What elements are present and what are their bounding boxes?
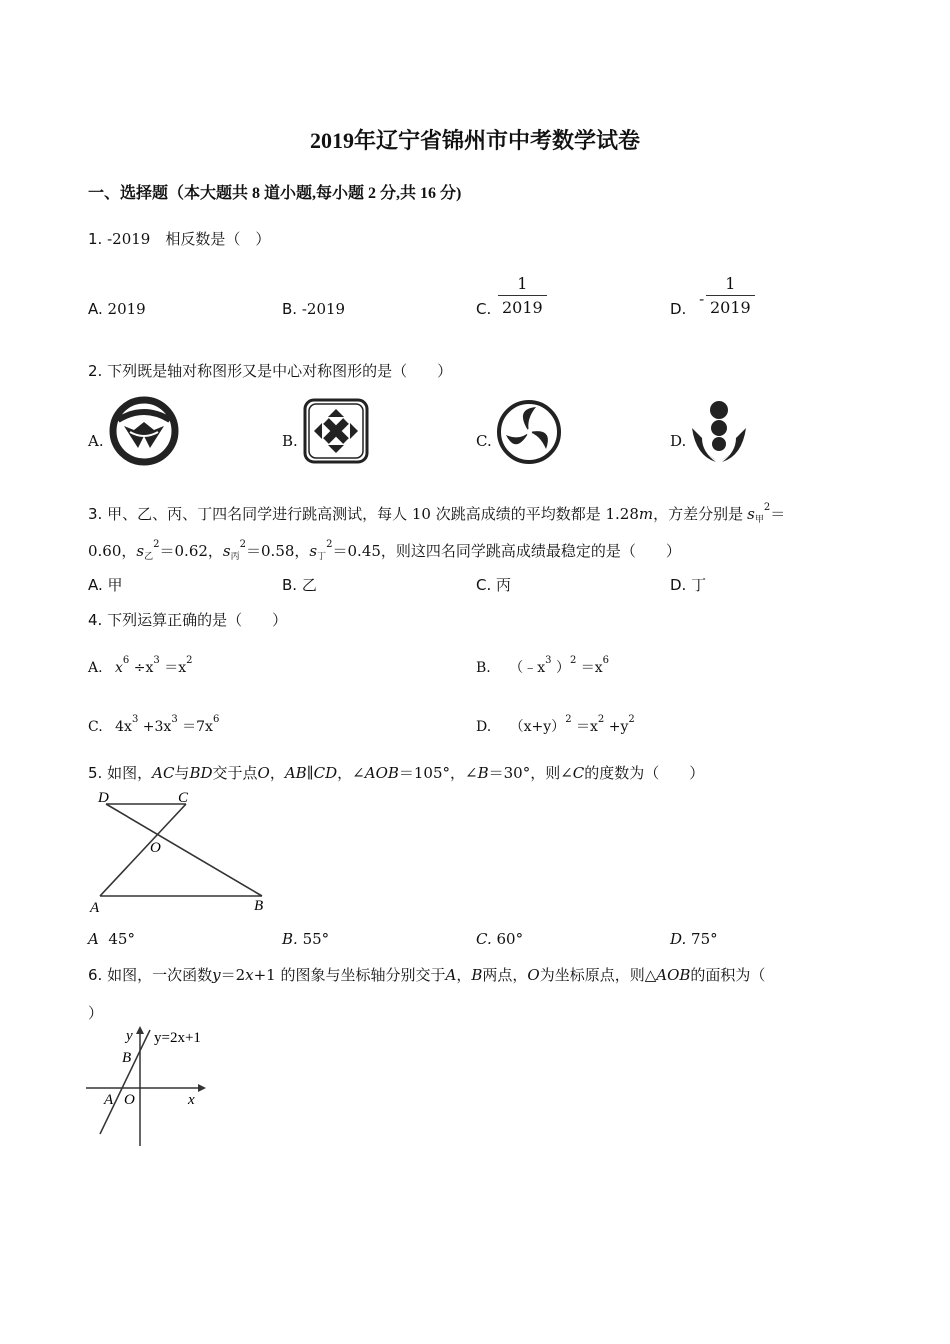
text: ） <box>88 1004 104 1022</box>
option-value: 2019 <box>107 300 146 318</box>
q1-option-c-fraction <box>498 274 547 317</box>
text: 交于点 <box>212 764 258 782</box>
option-label: D. <box>670 432 687 450</box>
q3-option-d[interactable] <box>670 574 706 595</box>
exponent: 2 <box>628 714 635 725</box>
text: 如图， <box>107 764 153 782</box>
math: B <box>471 966 483 984</box>
option-label: B. <box>282 432 298 450</box>
text: 的面积为（ <box>690 966 766 984</box>
exponent: 6 <box>602 655 610 666</box>
exponent: 2 <box>597 714 605 725</box>
numerator: 1 <box>725 274 736 293</box>
term: （x+y） <box>509 719 566 735</box>
superscript: 2 <box>326 539 333 550</box>
text: ∥ <box>306 764 314 782</box>
q3-option-b[interactable] <box>282 574 317 595</box>
option-value: 45° <box>108 930 135 948</box>
question-6 <box>88 964 765 985</box>
option-label: B. <box>282 576 298 594</box>
q3-option-c[interactable] <box>476 574 511 595</box>
value: ＝0.58， <box>246 542 310 560</box>
option-label: A. <box>88 432 104 450</box>
text: 的度数为（ ） <box>584 764 705 782</box>
text: 为坐标原点，则△ <box>539 966 657 984</box>
axis-y-label: y <box>126 1028 133 1044</box>
value: ＝0.62， <box>159 542 223 560</box>
question-number: 3. <box>88 505 103 523</box>
q2-option-d[interactable] <box>670 432 686 450</box>
option-value: 60° <box>496 930 524 948</box>
text: ＝105°，∠ <box>398 764 478 782</box>
math: AOB <box>364 764 399 782</box>
q2-option-c[interactable] <box>476 432 492 450</box>
label-d: D <box>98 790 109 806</box>
q6-figure <box>84 1024 214 1150</box>
label-o: O <box>124 1092 135 1108</box>
subscript: 乙 <box>144 552 154 562</box>
superscript: 2 <box>239 539 247 550</box>
option-label: D. <box>476 719 492 735</box>
label-b: B <box>254 898 264 914</box>
question-text: ，方差分别是 <box>653 505 744 523</box>
q2-option-b[interactable] <box>282 432 298 450</box>
option-value: 丁 <box>691 576 707 594</box>
label-a: A <box>90 900 100 916</box>
variance-symbol: s <box>222 542 231 560</box>
question-text: -2019 相反数是（ ） <box>107 230 271 248</box>
logo-b-icon <box>302 397 370 465</box>
label-o: O <box>150 840 161 856</box>
option-label: A <box>88 930 99 948</box>
exponent: 2 <box>565 714 572 725</box>
text: 两点， <box>482 966 528 984</box>
label-a: A <box>104 1092 114 1108</box>
option-label: C. <box>88 719 103 735</box>
axis-x-label: x <box>188 1092 195 1108</box>
math: O <box>527 966 540 984</box>
math: AB <box>284 764 307 782</box>
math: y <box>212 966 221 984</box>
term: x <box>115 660 123 676</box>
denominator: 2019 <box>710 298 751 317</box>
q5-option-d[interactable] <box>670 930 718 948</box>
exponent: 3 <box>545 655 552 666</box>
logo-d-icon <box>686 398 752 468</box>
question-number: 1. <box>88 230 103 248</box>
question-number: 4. <box>88 611 103 629</box>
term: ＝x <box>576 719 598 735</box>
option-label: C. <box>476 576 492 594</box>
question-4 <box>88 609 287 630</box>
term: 4x <box>115 719 132 735</box>
option-label: B. <box>282 300 298 318</box>
q1-option-c[interactable] <box>476 300 491 318</box>
question-text: 下列运算正确的是（ ） <box>107 611 288 629</box>
option-value: 75° <box>691 930 718 948</box>
math: B <box>477 764 489 782</box>
q4-option-a[interactable] <box>88 657 193 677</box>
subscript: 丙 <box>230 552 240 562</box>
text: ， <box>269 764 285 782</box>
question-text: 甲、乙、丙、丁四名同学进行跳高测试，每人 10 次跳高成绩的平均数都是 1.28 <box>107 505 639 523</box>
subscript: 甲 <box>754 515 764 525</box>
numerator: 1 <box>517 274 528 293</box>
option-label: C. <box>476 930 492 948</box>
option-value: 甲 <box>107 576 123 594</box>
option-label: B. <box>282 930 298 948</box>
term: ＝7x <box>182 719 213 735</box>
q1-option-a[interactable] <box>88 300 146 318</box>
text: 与 <box>174 764 190 782</box>
question-text: 下列既是轴对称图形又是中心对称图形的是（ ） <box>107 362 453 380</box>
text: ＝2 <box>220 966 246 984</box>
exponent: 2 <box>569 655 577 666</box>
q4-option-b[interactable] <box>476 657 609 677</box>
exponent: 6 <box>122 655 130 666</box>
exponent: 6 <box>212 714 220 725</box>
q4-option-c[interactable] <box>88 716 219 736</box>
exponent: 3 <box>131 714 139 725</box>
question-number: 6. <box>88 966 103 984</box>
text: ，∠ <box>337 764 365 782</box>
q3-option-a[interactable] <box>88 574 123 595</box>
q2-option-a[interactable] <box>88 432 104 450</box>
question-3-line-2 <box>88 540 681 561</box>
value: 0.60 <box>88 542 122 560</box>
math: x <box>245 966 254 984</box>
unit: m <box>638 505 654 523</box>
question-5 <box>88 762 704 783</box>
option-label: D. <box>670 576 687 594</box>
logo-c-icon <box>496 399 562 465</box>
label-c: C <box>178 790 189 806</box>
text: ＝30°，则∠ <box>488 764 573 782</box>
denominator: 2019 <box>502 298 543 317</box>
q5-option-b[interactable] <box>282 930 329 948</box>
label-b: B <box>122 1050 132 1066</box>
subscript: 丁 <box>317 552 327 562</box>
option-label: A. <box>88 576 103 594</box>
page-title: 2019年辽宁省锦州市中考数学试卷 <box>309 128 640 153</box>
text: 如图，一次函数 <box>107 966 213 984</box>
exponent: 3 <box>153 655 160 666</box>
q1-option-d-fraction <box>706 274 755 317</box>
option-label: D. <box>670 930 687 948</box>
q1-option-d[interactable] <box>670 290 705 318</box>
variance-symbol: s <box>747 505 755 523</box>
q4-option-d[interactable] <box>476 716 635 736</box>
q5-option-c[interactable] <box>476 930 523 948</box>
q5-option-a[interactable] <box>88 930 135 948</box>
comma: ， <box>121 542 137 560</box>
superscript: 2 <box>763 502 771 513</box>
logo-a-icon <box>108 396 180 466</box>
math: A <box>445 966 457 984</box>
superscript: 2 <box>153 539 160 550</box>
equals: ＝ <box>770 505 786 523</box>
question-1 <box>88 228 270 249</box>
minus-sign: - <box>699 290 705 308</box>
line-equation-label: y=2x+1 <box>154 1030 201 1046</box>
option-label: B. <box>476 660 491 676</box>
math: AOB <box>656 966 691 984</box>
math: AC <box>152 764 175 782</box>
term: ÷x <box>133 660 154 676</box>
option-label: C. <box>476 300 492 318</box>
term: +y <box>608 719 629 735</box>
term: +3x <box>142 719 172 735</box>
term: ＝x <box>580 660 603 676</box>
exponent: 3 <box>171 714 178 725</box>
question-6-line-2 <box>88 1002 103 1023</box>
text: +1 的图象与坐标轴分别交于 <box>253 966 446 984</box>
question-3-line-1 <box>88 503 785 524</box>
math: BD <box>189 764 213 782</box>
math: CD <box>313 764 338 782</box>
term: ＝x <box>164 660 187 676</box>
option-label: D. <box>670 300 687 318</box>
q1-option-b[interactable] <box>282 300 345 318</box>
option-label: C. <box>476 432 492 450</box>
option-value: 55° <box>302 930 330 948</box>
question-2 <box>88 360 452 381</box>
term: （﹣x <box>509 660 546 676</box>
option-value: 丙 <box>496 576 512 594</box>
variance-symbol: s <box>309 542 318 560</box>
math: C <box>572 764 585 782</box>
term: ） <box>555 660 570 676</box>
section-heading: 一、选择题（本大题共 8 道小题,每小题 2 分,共 16 分) <box>88 185 462 202</box>
variance-symbol: s <box>136 542 145 560</box>
value: ＝0.45，则这四名同学跳高成绩最稳定的是（ ） <box>332 542 681 560</box>
question-number: 5. <box>88 764 103 782</box>
option-value: 乙 <box>301 576 317 594</box>
option-value: -2019 <box>301 300 346 318</box>
option-label: A. <box>88 660 103 676</box>
option-label: A. <box>88 300 103 318</box>
exponent: 2 <box>186 655 193 666</box>
math: O <box>257 764 270 782</box>
q5-figure <box>86 788 276 918</box>
question-number: 2. <box>88 362 103 380</box>
text: ， <box>456 966 472 984</box>
